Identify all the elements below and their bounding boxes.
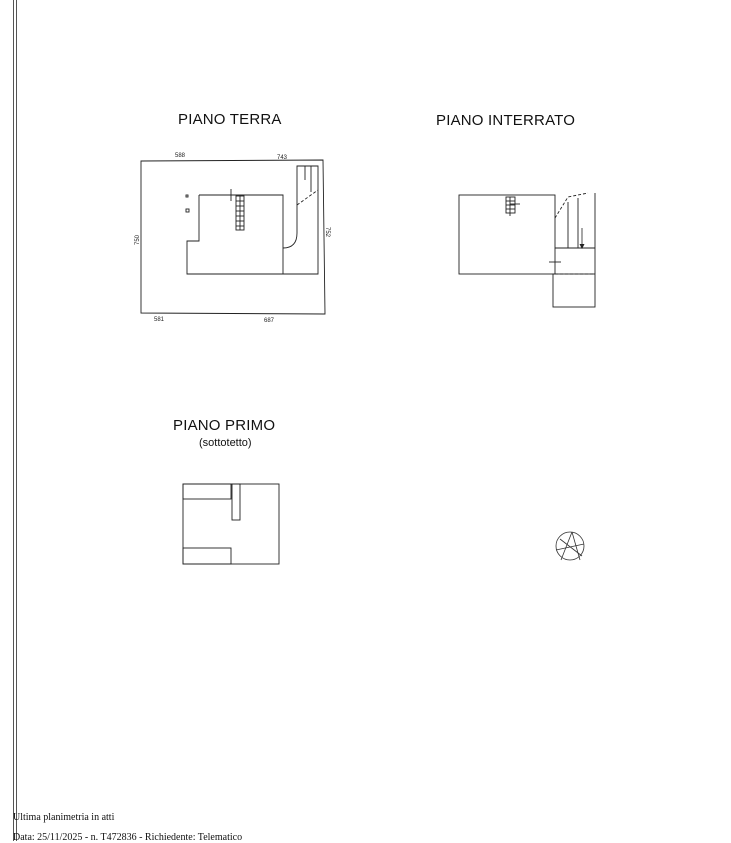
basement-ramp-arrow bbox=[580, 228, 585, 249]
north-arrow-icon bbox=[556, 532, 584, 560]
dim-left: 750 bbox=[135, 234, 141, 245]
dim-bottom-left: 581 bbox=[154, 317, 165, 323]
piano-primo-plan bbox=[183, 484, 279, 564]
piano-terra-dimensions bbox=[135, 153, 330, 324]
piano-interrato-title: PIANO INTERRATO bbox=[436, 112, 576, 129]
dim-top-left: 588 bbox=[175, 153, 186, 159]
piano-primo-subtitle: (sottotetto) bbox=[199, 437, 252, 449]
piano-terra-title: PIANO TERRA bbox=[178, 111, 282, 128]
dim-right: 752 bbox=[324, 227, 330, 238]
basement-main-room bbox=[459, 195, 555, 274]
dim-bottom-right: 687 bbox=[264, 318, 275, 324]
dim-top-right: 743 bbox=[277, 155, 288, 161]
ramp-outline bbox=[283, 166, 318, 274]
building-outline bbox=[187, 195, 283, 274]
basement-annex bbox=[553, 274, 595, 307]
piano-interrato-plan bbox=[459, 193, 595, 307]
piano-terra-plan bbox=[141, 160, 325, 314]
piano-primo-title: PIANO PRIMO bbox=[173, 417, 276, 434]
footer-request-info: Data: 25/11/2025 - n. T472836 - Richiedente: Telematico bbox=[13, 832, 243, 843]
footer-last-plan-note: Ultima planimetria in atti bbox=[13, 812, 115, 823]
